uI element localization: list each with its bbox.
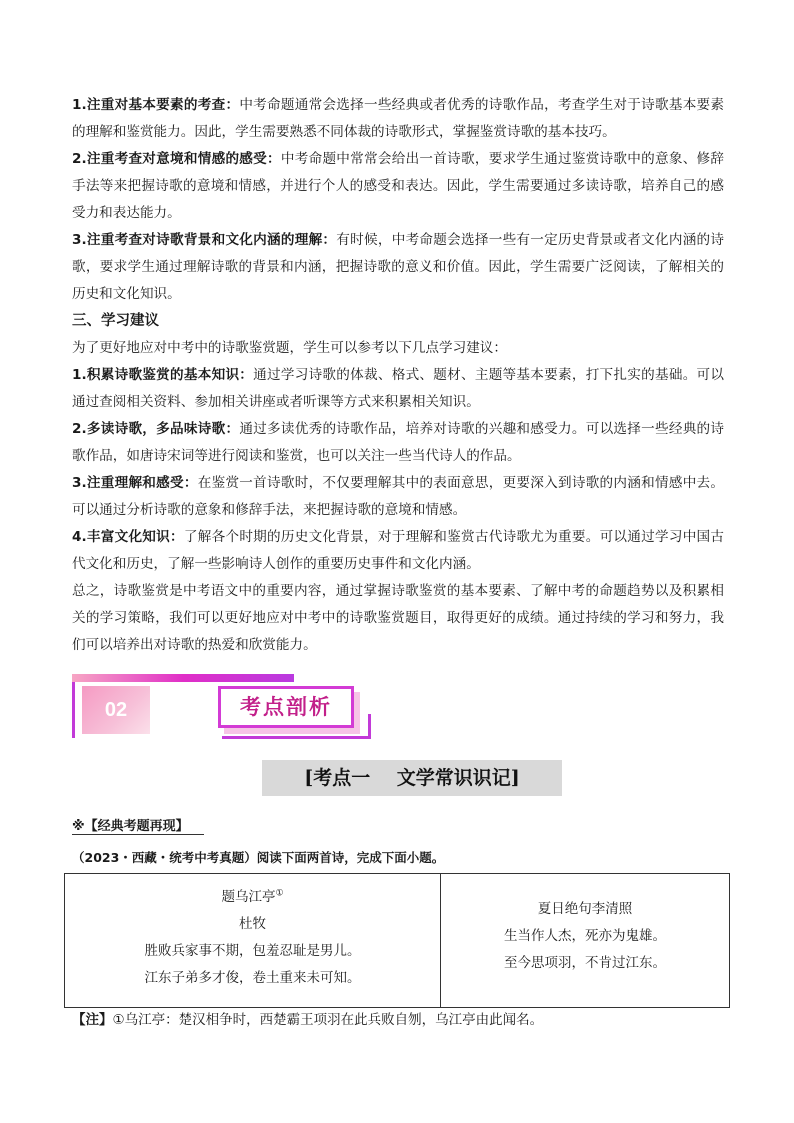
footnote-mark: ① [275,888,284,899]
poem-right-line-2: 至今思项羽，不肯过江东。 [504,955,666,971]
paragraph-3-text: 有时候，中考命题会选择一些有一定历史背景或者文化内涵的诗歌，要求学生通过理解诗歌的背景和内涵，把握诗歌的意义和价值。因此，学生需要广泛阅读，了解相关的历史和文化知识。 [72,232,724,302]
poem-right [441,874,729,1007]
footnote [72,1008,543,1032]
paragraph-1 [72,92,724,146]
question-prompt: （2023・西藏・统考中考真题）阅读下面两首诗，完成下面小题。 [72,850,445,865]
suggestion-4-text: 了解各个时期的历史文化背景，对于理解和鉴赏古代诗歌尤为重要。可以通过学习中国古代文化和历史，了解一些影响诗人创作的重要历史事件和文化内涵。 [72,529,725,572]
section-3-intro: 为了更好地应对中考中的诗歌鉴赏题，学生可以参考以下几点学习建议： [72,340,507,356]
suggestion-2-text: 通过多读优秀的诗歌作品，培养对诗歌的兴趣和感受力。可以选择一些经典的诗歌作品，如唐诗宋词等进行阅读和鉴赏，也可以关注一些当代诗人的作品。 [72,421,725,464]
poem-left-author: 杜牧 [239,916,266,932]
paragraph-2-text: 中考命题中常常会给出一首诗歌，要求学生通过鉴赏诗歌中的意象、修辞手法等来把握诗歌的意境和情感，并进行个人的感受和表达。因此，学生需要通过多读诗歌，培养自己的感受力和表达能力。 [72,151,725,221]
poem-right-title: 夏日绝句李清照 [537,901,633,917]
paragraph-2 [72,146,724,227]
paragraph-1-text: 中考命题通常会选择一些经典或者优秀的诗歌作品，考查学生对于诗歌基本要素的理解和鉴赏能力。因此，学生需要熟悉不同体裁的诗歌形式，掌握鉴赏诗歌的基本技巧。 [72,97,725,140]
paragraph-1-lead: 1.注重对基本要素的考查： [72,97,240,113]
badge-left-line [72,682,75,738]
badge-right-line [368,714,371,739]
paragraph-3-lead: 3.注重考查对诗歌背景和文化内涵的理解： [72,232,337,248]
suggestion-4-lead: 4.丰富文化知识： [72,529,184,545]
badge-number: 02 [82,686,150,734]
badge-title: 考点剖析 [218,686,354,728]
tag-underline [72,834,204,835]
classic-question-tag: ※【经典考题再现】 [72,819,189,834]
poem-left-title-text: 题乌江亭 [221,889,276,905]
paragraph-3 [72,227,724,308]
poem-table [64,873,730,1008]
conclusion: 总之，诗歌鉴赏是中考语文中的重要内容，通过掌握诗歌鉴赏的基本要素、了解中考的命题趋势以及积累相关的学习策略，我们可以更好地应对中考中的诗歌鉴赏题目，取得更好的成绩。通过持续的学习和努力，我们可以培养出对诗歌的热爱和欣赏能力。 [72,583,724,653]
suggestion-4 [72,524,724,578]
section-3-heading: 三、学习建议 [72,313,159,329]
suggestion-2 [72,416,724,470]
suggestion-1 [72,362,724,416]
poem-left-line-1: 胜败兵家事不期，包羞忍耻是男儿。 [144,943,361,959]
badge-top-bar [72,674,294,682]
suggestion-2-lead: 2.多读诗歌，多品味诗歌： [72,421,240,437]
paragraph-2-lead: 2.注重考查对意境和情感的感受： [72,151,281,167]
suggestion-3-lead: 3.注重理解和感受： [72,475,198,491]
poem-left-title [65,884,440,911]
suggestion-3 [72,470,724,524]
footnote-text: ①乌江亭：楚汉相争时，西楚霸王项羽在此兵败自刎，乌江亭由此闻名。 [112,1012,544,1028]
poem-left-line-2: 江东子弟多才俊，卷土重来未可知。 [144,970,361,986]
section-title: [考点一 文学常识识记] [262,760,562,796]
suggestion-1-lead: 1.积累诗歌鉴赏的基本知识： [72,367,254,383]
badge-underline [222,736,370,739]
main-content [72,92,724,659]
footnote-label: 【注】 [72,1012,113,1028]
poem-left [65,874,441,1007]
poem-right-line-1: 生当作人杰，死亦为鬼雄。 [504,928,666,944]
section-badge [72,674,332,742]
suggestion-3-text: 在鉴赏一首诗歌时，不仅要理解其中的表面意思，更要深入到诗歌的内涵和情感中去。可以通过分析诗歌的意象和修辞手法，来把握诗歌的意境和情感。 [72,475,724,518]
suggestion-1-text: 通过学习诗歌的体裁、格式、题材、主题等基本要素，打下扎实的基础。可以通过查阅相关资料、参加相关讲座或者听课等方式来积累相关知识。 [72,367,724,410]
